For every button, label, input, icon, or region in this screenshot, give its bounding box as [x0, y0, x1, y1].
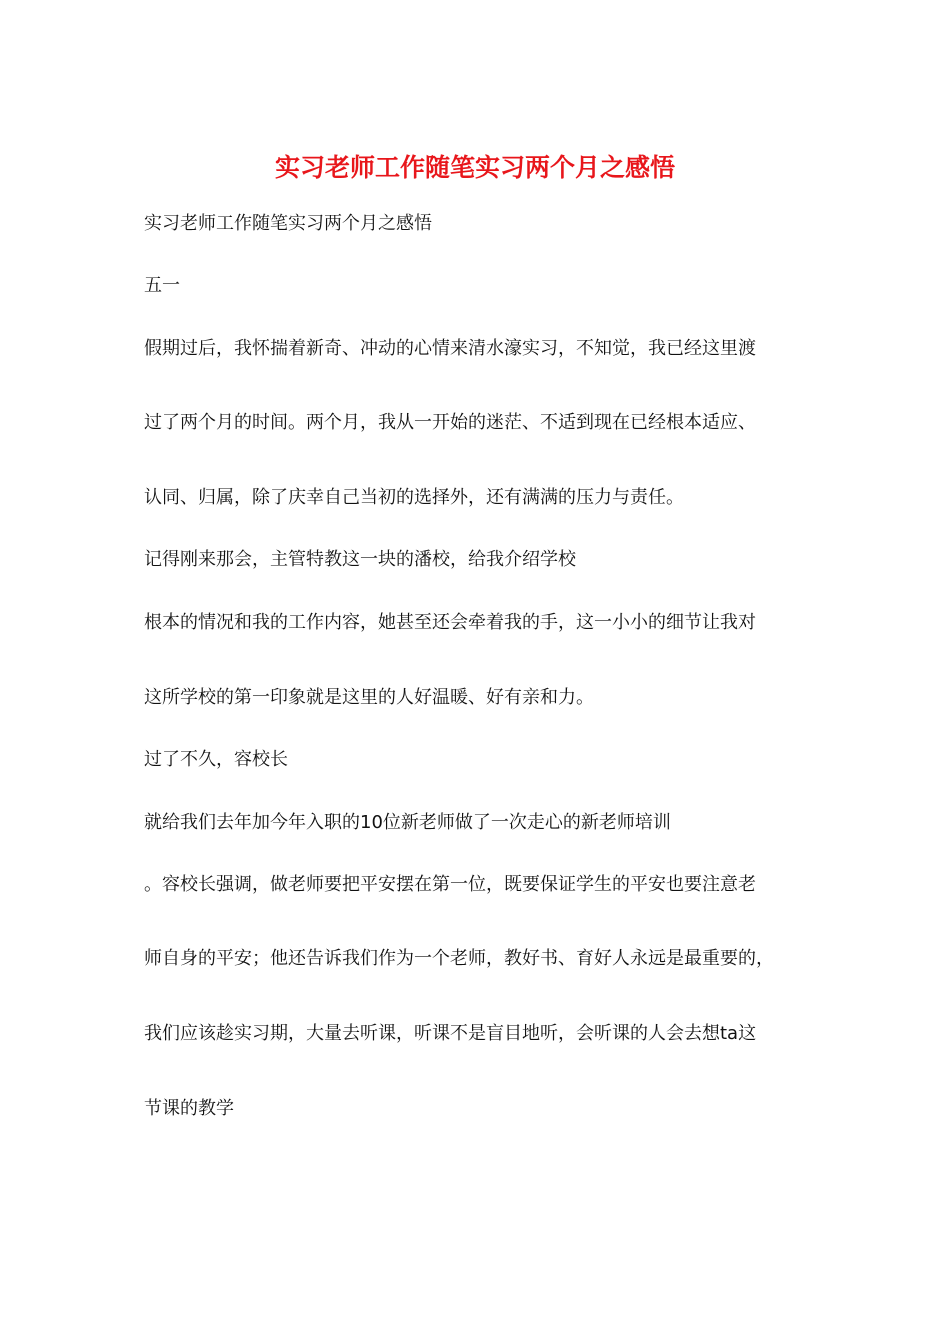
paragraph-line: 过了不久，容校长	[144, 749, 288, 770]
document-title: 实习老师工作随笔实习两个月之感悟	[274, 153, 675, 182]
paragraph-line: 记得刚来那会，主管特教这一块的潘校，给我介绍学校	[144, 549, 576, 570]
paragraph-line: 五一	[144, 275, 180, 296]
paragraph-line: 过了两个月的时间。两个月，我从一开始的迷茫、不适到现在已经根本适应、	[144, 412, 756, 433]
paragraph-line: 就给我们去年加今年入职的10位新老师做了一次走心的新老师培训	[144, 812, 671, 833]
paragraph-line: 假期过后，我怀揣着新奇、冲动的心情来清水濠实习，不知觉，我已经这里渡	[144, 338, 756, 359]
paragraph-line: 节课的教学	[144, 1098, 234, 1119]
paragraph-line: 这所学校的第一印象就是这里的人好温暖、好有亲和力。	[144, 687, 594, 708]
paragraph-line: 根本的情况和我的工作内容，她甚至还会牵着我的手，这一小小的细节让我对	[144, 612, 756, 633]
paragraph-line: 。容校长强调，做老师要把平安摆在第一位，既要保证学生的平安也要注意老	[144, 874, 756, 895]
paragraph-line: 我们应该趁实习期，大量去听课，听课不是盲目地听，会听课的人会去想ta这	[144, 1023, 757, 1044]
paragraph-line: 师自身的平安；他还告诉我们作为一个老师，教好书、育好人永远是最重要的，	[144, 948, 774, 969]
paragraph-line: 实习老师工作随笔实习两个月之感悟	[144, 213, 432, 234]
paragraph-line: 认同、归属，除了庆幸自己当初的选择外，还有满满的压力与责任。	[144, 487, 684, 508]
